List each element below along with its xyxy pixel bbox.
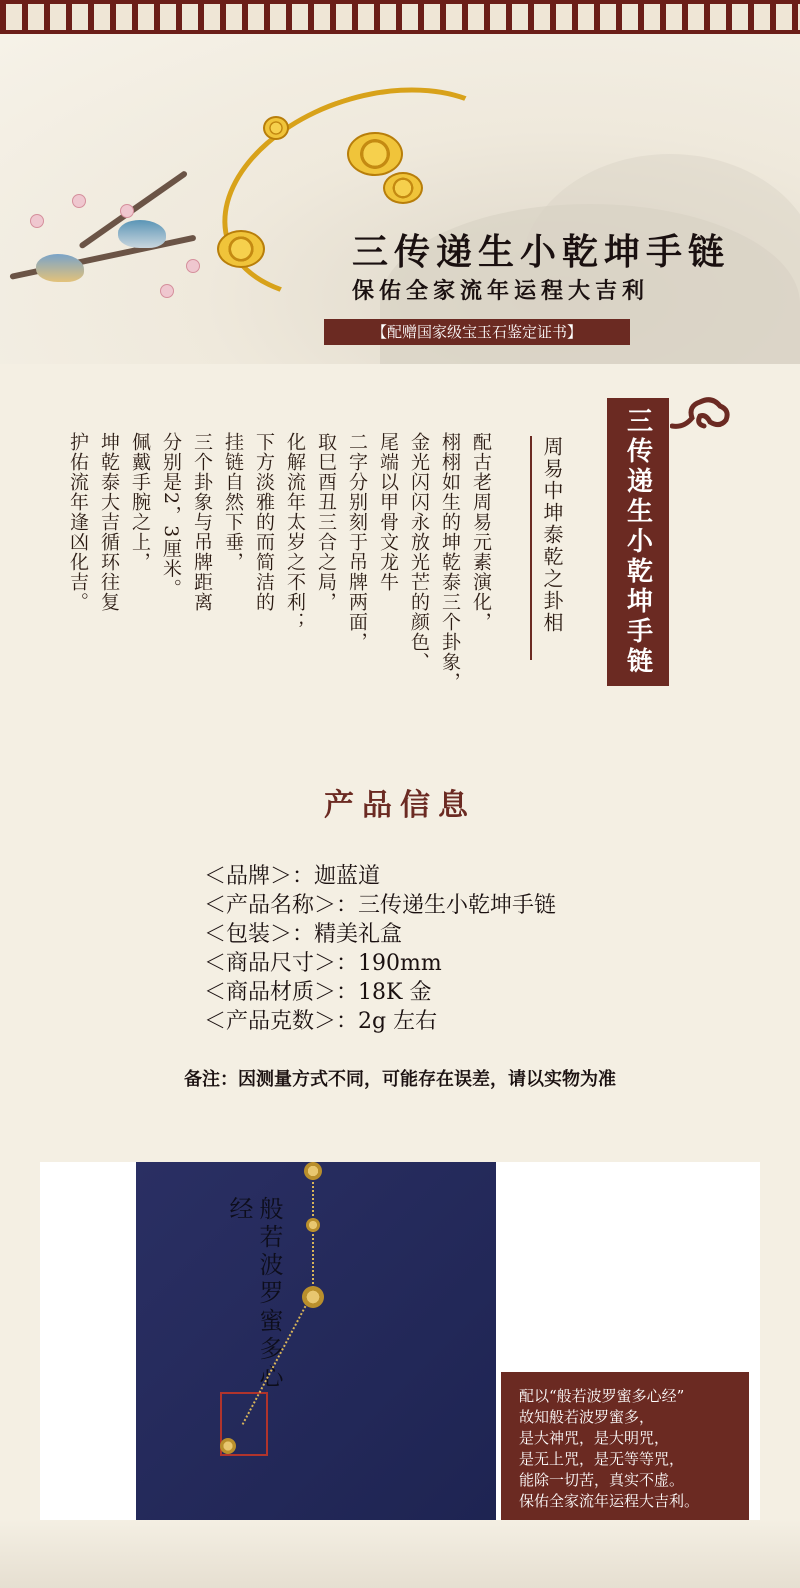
blossom-icon — [72, 194, 86, 208]
info-row — [204, 1007, 704, 1036]
intro-line: 尾端以甲骨文龙牛 — [377, 432, 399, 592]
product-info-title: 产品信息 — [324, 788, 476, 823]
footer-landscape — [0, 1520, 800, 1588]
bracelet-charm — [220, 1438, 236, 1454]
info-row — [204, 978, 704, 1007]
intro-line: 金光闪闪永放光芒的颜色、 — [408, 432, 430, 672]
intro-body — [67, 432, 496, 692]
cloud-icon — [670, 392, 732, 436]
info-label: ＜商品材质＞： — [204, 980, 359, 1005]
sutra-caption — [501, 1372, 749, 1520]
intro-line: 三个卦象与吊牌距离 — [191, 432, 213, 612]
bracelet-coin — [217, 230, 265, 268]
info-value: 190mm — [358, 951, 442, 976]
banner-title: 三传递生小乾坤手链 — [352, 231, 731, 273]
product-info-list — [204, 862, 704, 1036]
sutra-line: 配以“般若波罗蜜多心经” — [519, 1387, 685, 1405]
bird-icon — [36, 254, 84, 282]
blossom-icon — [186, 259, 200, 273]
blossom-icon — [160, 284, 174, 298]
sutra-line: 能除一切苦，真实不虚。 — [519, 1471, 685, 1489]
intro-line: 二字分别刻于吊牌两面， — [346, 432, 368, 652]
bottom-showcase — [40, 1162, 760, 1520]
info-row — [204, 862, 704, 891]
bracelet-coin — [302, 1286, 324, 1308]
bird-icon — [118, 220, 166, 248]
info-value: 三传递生小乾坤手链 — [358, 893, 557, 918]
blossom-icon — [120, 204, 134, 218]
info-row — [204, 920, 704, 949]
info-row — [204, 891, 704, 920]
sutra-line: 是大神咒，是大明咒， — [519, 1429, 670, 1447]
intro-line: 分别是2，3厘米。 — [160, 432, 182, 599]
intro-line: 挂链自然下垂， — [222, 432, 244, 572]
intro-line: 护佑流年逢凶化吉。 — [67, 432, 89, 612]
info-label: ＜品牌＞： — [204, 864, 315, 889]
intro-line: 栩栩如生的坤乾泰三个卦象， — [439, 432, 461, 692]
sutra-line: 故知般若波罗蜜多， — [519, 1408, 655, 1426]
intro-line: 下方淡雅的而简洁的 — [253, 432, 275, 612]
info-value: 迦蓝道 — [314, 864, 381, 889]
intro-line: 坤乾泰大吉循环往复 — [98, 432, 120, 612]
info-label: ＜产品名称＞： — [204, 893, 359, 918]
bracelet-coin — [347, 132, 403, 176]
measurement-note: 备注：因测量方式不同，可能存在误差，请以实物为准 — [184, 1069, 616, 1090]
intro-line: 化解流年太岁之不利； — [284, 432, 306, 632]
info-value: 精美礼盒 — [314, 922, 403, 947]
info-value: 18K 金 — [358, 980, 432, 1005]
bracelet-coin — [383, 172, 423, 204]
info-label: ＜包装＞： — [204, 922, 315, 947]
intro-line: 佩戴手腕之上， — [129, 432, 151, 572]
hero-banner — [0, 34, 800, 364]
vertical-title: 三传递生小乾坤手链 — [607, 398, 669, 686]
sutra-book — [136, 1162, 496, 1520]
sutra-line: 保佑全家流年运程大吉利。 — [519, 1492, 700, 1510]
certificate-badge: 【配赠国家级宝玉石鉴定证书】 — [324, 319, 630, 345]
bracelet-coin — [306, 1218, 320, 1232]
book-title: 般若波罗蜜多心经 — [225, 1196, 283, 1392]
info-label: ＜商品尺寸＞： — [204, 951, 359, 976]
bracelet-charm — [263, 116, 289, 140]
info-label: ＜产品克数＞： — [204, 1009, 359, 1034]
bracelet-coin — [304, 1162, 322, 1180]
intro-line: 取巳酉丑三合之局， — [315, 432, 337, 612]
decorative-border-top — [0, 0, 800, 34]
info-row — [204, 949, 704, 978]
intro-line: 配古老周易元素演化， — [470, 432, 492, 632]
info-value: 2g 左右 — [358, 1009, 438, 1034]
vertical-subtitle: 周易中坤泰乾之卦相 — [530, 436, 567, 660]
sutra-line: 是无上咒，是无等等咒， — [519, 1450, 685, 1468]
banner-subtitle: 保佑全家流年运程大吉利 — [352, 278, 650, 304]
blossom-icon — [30, 214, 44, 228]
